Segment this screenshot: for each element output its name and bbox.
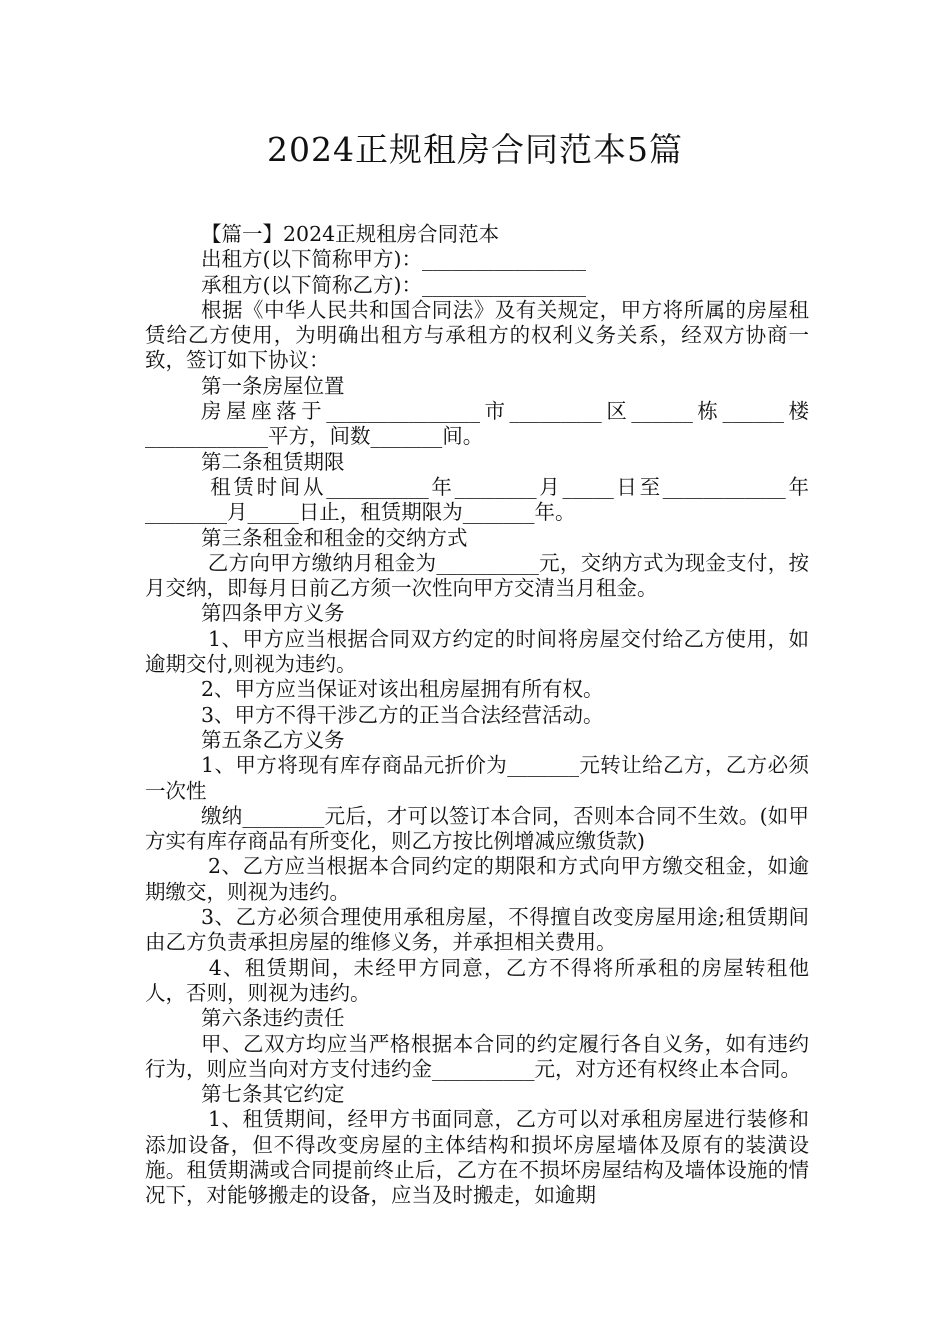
paragraph: 1、甲方将现有库存商品元折价为_______元转让给乙方，乙方必须一次性: [145, 753, 809, 803]
paragraph: 缴纳________元后，才可以签订本合同，否则本合同不生效。(如甲方实有库存商品有所变化，则乙方按比例增减应缴货款): [145, 803, 809, 854]
paragraph: 4、租赁期间，未经甲方同意，乙方不得将所承租的房屋转租他人，否则，则视为违约。: [145, 955, 809, 1005]
article-heading: 第五条乙方义务: [201, 727, 345, 752]
article-heading: 第二条租赁期限: [201, 449, 345, 474]
lessor-line: 出租方(以下简称甲方)：________________: [201, 247, 586, 272]
article-heading: 第三条租金和租金的交纳方式: [201, 525, 468, 550]
paragraph: 1、甲方应当根据合同双方约定的时间将房屋交付给乙方使用，如逾期交付,则视为违约。: [145, 626, 809, 677]
article-heading: 第七条其它约定: [201, 1082, 345, 1107]
article-heading: 第四条甲方义务: [201, 601, 345, 626]
article-heading: 第一条房屋位置: [201, 373, 345, 398]
paragraph: 3、甲方不得干涉乙方的正当合法经营活动。: [201, 702, 604, 727]
paragraph: 2、乙方应当根据本合同约定的期限和方式向甲方缴交租金，如逾期缴交，则视为违约。: [145, 854, 809, 904]
section-heading: 【篇一】2024正规租房合同范本: [201, 222, 500, 246]
paragraph: 乙方向甲方缴纳月租金为__________元，交纳方式为现金支付，按月交纳，即每月日前乙方须一次性向甲方交清当月租金。: [145, 550, 809, 601]
paragraph: 1、租赁期间，经甲方书面同意，乙方可以对承租房屋进行装修和添加设备，但不得改变房屋的主体结构和损坏房屋墙体及原有的装潢设施。租赁期满或合同提前终止后，乙方在不损坏房屋结构及墙体设施的情况下，对能够搬走的设备，应当及时搬走，如逾期: [145, 1107, 809, 1208]
article-heading: 第六条违约责任: [201, 1006, 345, 1031]
paragraph: 2、甲方应当保证对该出租房屋拥有所有权。: [201, 677, 604, 702]
paragraph: 甲、乙双方均应当严格根据本合同的约定履行各自义务，如有违约行为，则应当向对方支付违约金__________元，对方还有权终止本合同。: [145, 1031, 809, 1081]
document-title: 2024正规租房合同范本5篇: [267, 130, 683, 169]
paragraph: 房屋座落于_______________市_________区______栋______楼____________平方，间数_______间。: [145, 399, 809, 449]
lessee-line: 承租方(以下简称乙方)：________________: [201, 272, 586, 297]
contract-body: [145, 222, 809, 1209]
paragraph: 租赁时间从__________年________月_____日至____________年________月_____日止，租赁期限为_______年。: [145, 474, 809, 525]
paragraph: 3、乙方必须合理使用承租房屋，不得擅自改变房屋用途;租赁期间由乙方负责承担房屋的维修义务，并承担相关费用。: [145, 905, 809, 955]
preamble-paragraph: 根据《中华人民共和国合同法》及有关规定，甲方将所属的房屋租赁给乙方使用，为明确出租方与承租方的权利义务关系，经双方协商一致，签订如下协议：: [145, 297, 809, 373]
